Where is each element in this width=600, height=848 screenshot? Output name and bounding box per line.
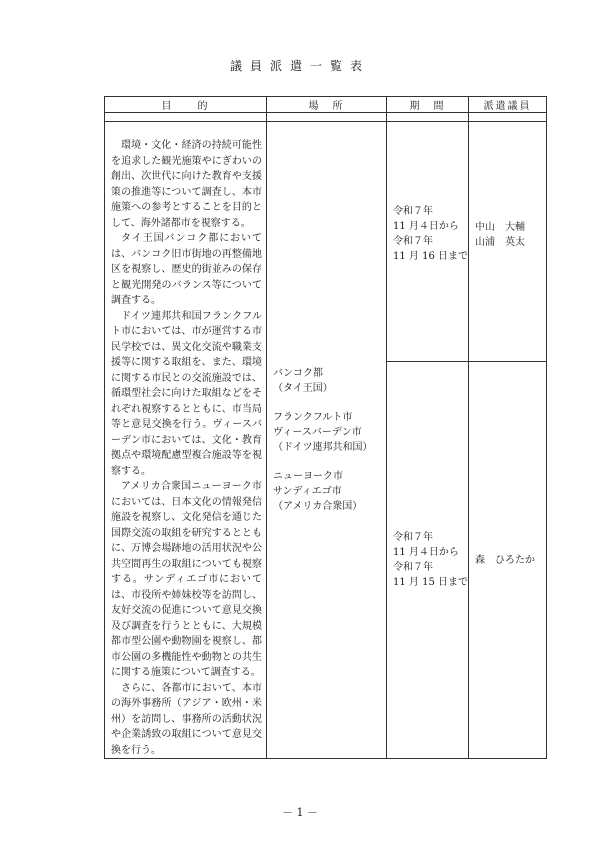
period-cell-1 (387, 122, 469, 362)
period-line: 令和７年 (393, 532, 433, 543)
period-line: 11 月４日から (393, 221, 459, 232)
place-country: （タイ王国） (273, 383, 333, 394)
member-name: 中山 大輔 (475, 222, 525, 233)
spacer-row (105, 113, 547, 122)
purpose-paragraph: 環境・文化・経済の持続可能性を追求した観光施策やにぎわいの創出、次世代に向けた教育や支援策の推進等について調査し、本市施策への参考とすることを目的として、海外諸都市を視察する。 (111, 140, 262, 229)
page-number: － 1 － (282, 806, 318, 819)
purpose-cell (105, 122, 267, 759)
dispatch-row-1 (105, 122, 547, 362)
period-cell-2 (387, 362, 469, 759)
place-city: バンコク都 (273, 368, 323, 379)
dispatch-table (104, 96, 547, 759)
place-group-germany (273, 410, 386, 455)
place-country: （ドイツ連邦共和国） (273, 442, 373, 453)
place-country: （アメリカ合衆国） (273, 501, 363, 512)
place-city: サンディエゴ市 (273, 486, 342, 497)
member-name: 山浦 英太 (475, 237, 525, 248)
period-line: 令和７年 (393, 206, 433, 217)
header-purpose: 目 的 (105, 97, 267, 113)
place-city: フランクフルト市 (273, 412, 353, 423)
page-title: 議員派遣一覧表 (229, 59, 370, 73)
member-name: 森 ひろたか (475, 554, 535, 566)
members-cell-1 (469, 122, 547, 362)
place-city: ヴィースバーデン市 (273, 427, 362, 438)
purpose-paragraph: さらに、各都市において、本市の海外事務所（アジア・欧州・米州）を訪問し、事務所の活動状況や企業誘致の取組について意見交換を行う。 (111, 682, 262, 756)
purpose-paragraph: ドイツ連邦共和国フランクフルト市においては、市が運営する市民学校では、異文化交流や職業支援等に関する取組を、また、環境に関する市民との交流施設では、循環型社会に向けた取組などをそれぞれ視察するとともに、市当局等と意見交換を行う。ヴィースバーデン市においては、文化・教育拠点や環境配慮型複合施設等を視察する。 (111, 310, 262, 477)
header-place: 場 所 (267, 97, 387, 113)
place-group-thailand (273, 366, 386, 396)
period-line: 令和７年 (393, 236, 433, 247)
header-row (105, 97, 547, 113)
members-cell-2 (469, 362, 547, 759)
period-line: 令和７年 (393, 562, 433, 573)
period-line: 11 月 16 日まで (393, 251, 468, 262)
period-line: 11 月４日から (393, 547, 459, 558)
purpose-text (111, 122, 262, 758)
header-members: 派遣議員 (469, 97, 547, 113)
period-line: 11 月 15 日まで (393, 577, 468, 588)
header-period: 期 間 (387, 97, 469, 113)
place-city: ニューヨーク市 (273, 471, 343, 482)
place-group-usa (273, 469, 386, 514)
purpose-paragraph: タイ王国バンコク都においては、バンコク旧市街地の再整備地区を視察し、歴史的街並みの保存と観光開発のバランス等について調査する。 (111, 233, 262, 306)
place-cell (267, 122, 387, 759)
purpose-paragraph: アメリカ合衆国ニューヨーク市においては、日本文化の情報発信施設を視察し、文化発信を通じた国際交流の取組を研究するとともに、万博会場跡地の活用状況や公共空間再生の取組についても視察する。サンディエゴ市においては、市役所や姉妹校等を訪問し、友好交流の促進について意見交換及び調査を行うとともに、大規模都市型公園や動物園を視察し、都市公園の多機能性や動物との共生に関する施策について調査する。 (111, 481, 262, 678)
